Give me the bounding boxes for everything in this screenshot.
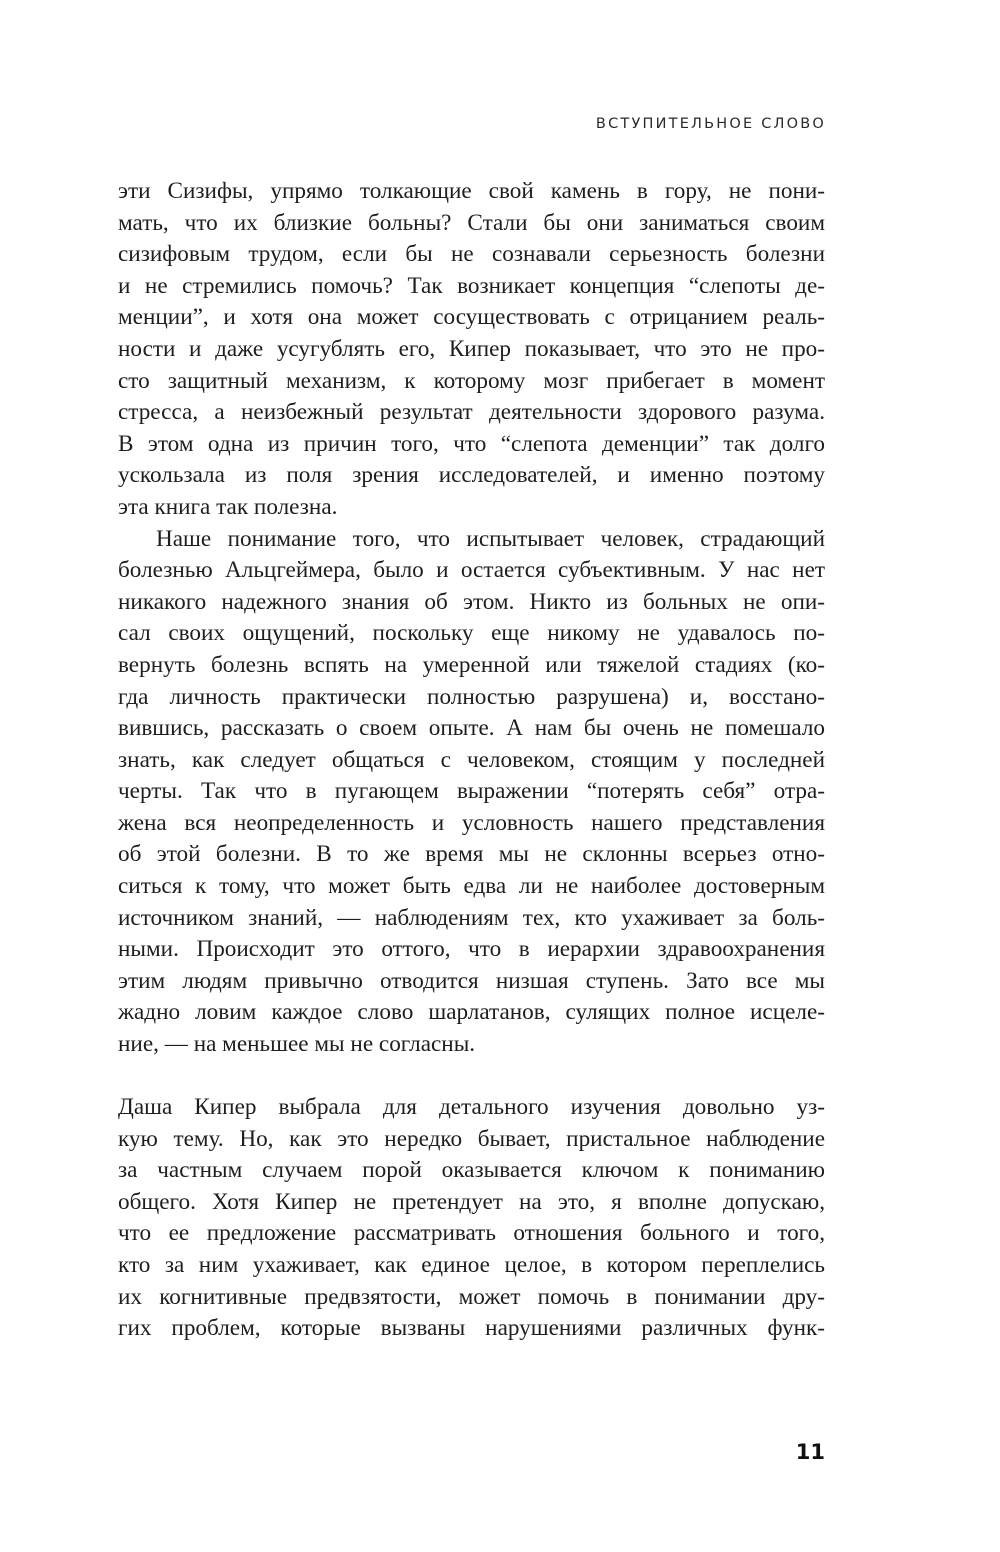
text-line: эти Сизифы, упрямо толкающие свой камень в гору, не пони- — [118, 178, 825, 204]
text-line: источником знаний, — наблюдениям тех, кто ухаживает за боль- — [118, 904, 825, 931]
text-line: их когнитивные предвзятости, может помочь в понимании дру- — [118, 1283, 825, 1310]
text-line: ние, — на меньшее мы не согласны. — [118, 1031, 476, 1058]
text-line: об этой болезни. В то же время мы не склонны всерьез отно- — [118, 841, 825, 868]
text-line: ными. Происходит это оттого, что в иерархии здравоохранения — [118, 936, 825, 963]
text-line: жадно ловим каждое слово шарлатанов, сулящих полное исцеле- — [118, 999, 825, 1026]
text-line: общего. Хотя Кипер не претендует на это, я вполне допускаю, — [118, 1188, 825, 1215]
text-line: Даша Кипер выбрала для детального изучения довольно уз- — [118, 1094, 825, 1120]
text-line: эта книга так полезна. — [118, 493, 338, 520]
text-line: этим людям привычно отводится низшая ступень. Зато все мы — [118, 967, 825, 994]
text-line: ситься к тому, что может быть едва ли не наиболее достоверным — [118, 873, 825, 900]
text-line: вившись, рассказать о своем опыте. А нам бы очень не помешало — [118, 715, 825, 742]
text-line: стресса, а неизбежный результат деятельности здорового разума. — [118, 399, 825, 426]
body-text-block-1 — [118, 176, 825, 1061]
text-line: никакого надежного знания об этом. Никто из больных не опи- — [118, 588, 825, 615]
page-number: 11 — [795, 1440, 825, 1464]
text-line: что ее предложение рассматривать отношения больного и того, — [118, 1220, 825, 1247]
body-text-block-2 — [118, 1092, 825, 1345]
text-line: В этом одна из причин того, что “слепота деменции” так долго — [118, 430, 825, 457]
text-line: мать, что их близкие больны? Стали бы они заниматься своим — [118, 209, 825, 236]
text-line: сто защитный механизм, к которому мозг прибегает в момент — [118, 367, 825, 394]
text-line: сал своих ощущений, поскольку еще никому не удавалось по- — [118, 620, 825, 647]
text-line: болезнью Альцгеймера, было и остается субъективным. У нас нет — [118, 557, 825, 584]
paragraph-first-line: Наше понимание того, что испытывает человек, страдающий — [156, 525, 825, 552]
text-line: и не стремились помочь? Так возникает концепция “слепоты де- — [118, 272, 825, 299]
text-line: сизифовым трудом, если бы не сознавали серьезность болезни — [118, 241, 825, 268]
text-line: ускользала из поля зрения исследователей, и именно поэтому — [118, 462, 825, 489]
text-line: за частным случаем порой оказывается ключом к пониманию — [118, 1157, 825, 1184]
text-line: менции”, и хотя она может сосуществовать с отрицанием реаль- — [118, 304, 825, 331]
text-line: черты. Так что в пугающем выражении “потерять себя” отра- — [118, 778, 825, 805]
text-line: знать, как следует общаться с человеком, стоящим у последней — [118, 746, 825, 773]
text-line: кто за ним ухаживает, как единое целое, в котором переплелись — [118, 1251, 825, 1278]
text-line: гда личность практически полностью разрушена) и, восстано- — [118, 683, 825, 710]
text-line: жена вся неопределенность и условность нашего представления — [118, 809, 825, 836]
text-line: гих проблем, которые вызваны нарушениями различных функ- — [118, 1315, 825, 1342]
text-line: ности и даже усугублять его, Кипер показывает, что это не про- — [118, 335, 825, 362]
text-line: кую тему. Но, как это нередко бывает, пристальное наблюдение — [118, 1125, 825, 1152]
running-head: ВСТУПИТЕЛЬНОЕ СЛОВО — [595, 116, 826, 132]
text-line: вернуть болезнь вспять на умеренной или тяжелой стадиях (ко- — [118, 651, 825, 678]
